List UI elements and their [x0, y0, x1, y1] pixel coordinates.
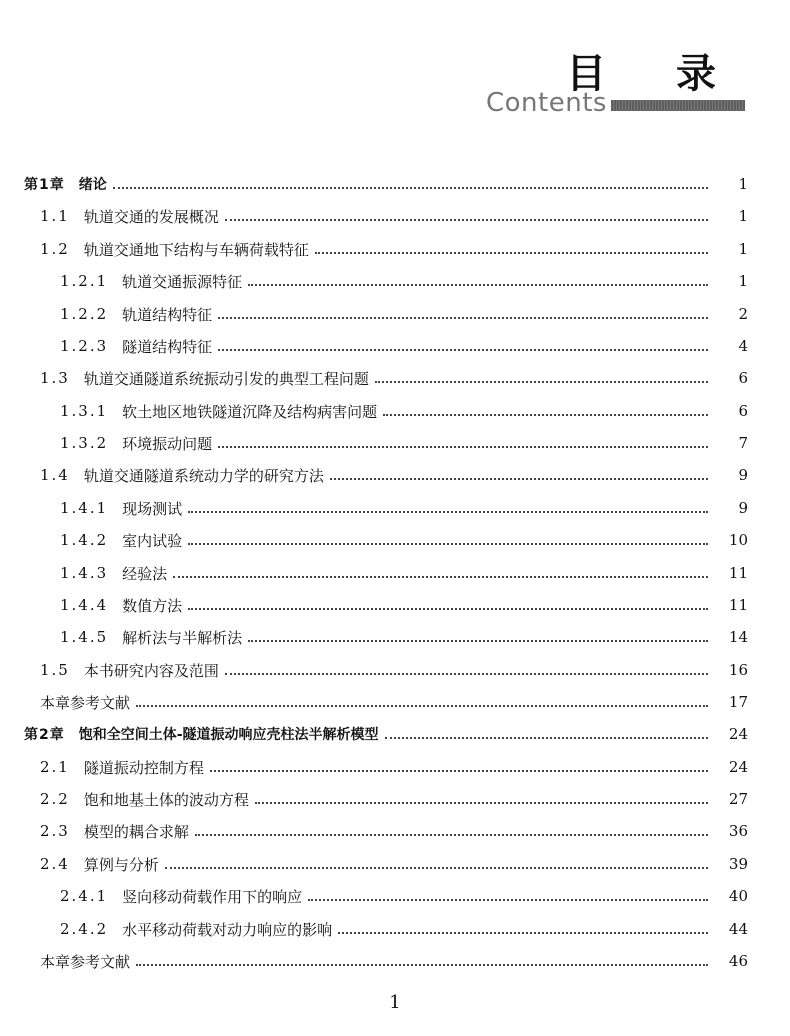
- toc-number: 1.3.2: [60, 434, 109, 452]
- toc-number: 2.4.1: [60, 887, 109, 905]
- toc-number: 1.4.4: [60, 596, 109, 614]
- toc-title: 算例与分析: [83, 855, 159, 874]
- dot-leader: [218, 446, 708, 448]
- toc-section[interactable]: [0, 200, 790, 232]
- toc-number: 1.4.3: [60, 564, 109, 582]
- toc-section[interactable]: [0, 751, 790, 783]
- toc-title: 环境振动问题: [122, 434, 213, 453]
- toc-title: 本章参考文献: [40, 693, 131, 712]
- toc-number: 第2章: [24, 727, 65, 743]
- toc-page-number: 44: [728, 920, 748, 938]
- toc-title: 轨道交通隧道系统动力学的研究方法: [83, 466, 324, 485]
- toc-page-number: 14: [728, 628, 748, 646]
- dot-leader: [225, 219, 708, 221]
- dot-leader: [375, 381, 708, 383]
- footer-page-number: 1: [389, 992, 401, 1013]
- dot-leader: [113, 187, 708, 189]
- dot-leader: [173, 576, 708, 578]
- toc-subsection[interactable]: [0, 913, 790, 945]
- dot-leader: [248, 640, 708, 642]
- toc-page-number: 4: [738, 337, 748, 355]
- toc-section[interactable]: [0, 783, 790, 815]
- toc-page-number: 11: [728, 596, 748, 614]
- toc-title: 现场测试: [122, 499, 183, 518]
- toc-subsection[interactable]: [0, 427, 790, 459]
- toc-title: 解析法与半解析法: [122, 628, 243, 647]
- dot-leader: [188, 608, 708, 610]
- dot-leader: [255, 802, 708, 804]
- toc-section[interactable]: [0, 848, 790, 880]
- toc-subsection[interactable]: [0, 298, 790, 330]
- dot-leader: [330, 478, 708, 480]
- toc-page-number: 1: [738, 240, 748, 258]
- toc-page-number: 40: [728, 887, 748, 905]
- toc-subsection[interactable]: [0, 880, 790, 912]
- toc-subsection[interactable]: [0, 492, 790, 524]
- contents-subtitle: Contents: [486, 88, 607, 118]
- dot-leader: [383, 414, 708, 416]
- dot-leader: [308, 899, 708, 901]
- dot-leader: [210, 770, 708, 772]
- toc-subsection[interactable]: [0, 524, 790, 556]
- toc-title: 轨道交通振源特征: [122, 272, 243, 291]
- toc-number: 1.3.1: [60, 402, 109, 420]
- toc-page-number: 1: [738, 272, 748, 290]
- toc-page-number: 6: [738, 402, 748, 420]
- dot-leader: [338, 932, 708, 934]
- toc-subsection[interactable]: [0, 395, 790, 427]
- toc-subsection[interactable]: [0, 621, 790, 653]
- toc-page-number: 6: [738, 369, 748, 387]
- toc-subsection[interactable]: [0, 557, 790, 589]
- dot-leader: [385, 737, 708, 739]
- toc-number: 1.4: [40, 466, 70, 484]
- toc-title: 软土地区地铁隧道沉降及结构病害问题: [122, 402, 378, 421]
- dot-leader: [188, 511, 708, 513]
- toc-number: 1.4.5: [60, 628, 109, 646]
- toc-section[interactable]: [0, 362, 790, 394]
- toc-page-number: 7: [738, 434, 748, 452]
- toc-title: 水平移动荷载对动力响应的影响: [122, 920, 333, 939]
- toc-number: 1.4.1: [60, 499, 109, 517]
- toc-page-number: 10: [728, 531, 748, 549]
- toc-chapter[interactable]: [0, 718, 790, 750]
- toc-title: 饱和全空间土体-隧道振动响应壳柱法半解析模型: [78, 727, 379, 743]
- toc-title: 轨道交通的发展概况: [83, 207, 219, 226]
- decorative-bar: [611, 100, 745, 111]
- toc-title: 经验法: [122, 564, 168, 583]
- toc-number: 1.4.2: [60, 531, 109, 549]
- toc-title: 隧道结构特征: [122, 337, 213, 356]
- toc-title: 模型的耦合求解: [83, 822, 189, 841]
- toc-page-number: 17: [728, 693, 748, 711]
- toc-title: 轨道结构特征: [122, 305, 213, 324]
- toc-title: 绪论: [78, 177, 107, 193]
- toc-page-number: 39: [728, 855, 748, 873]
- dot-leader: [165, 867, 708, 869]
- toc-number: 1.2.1: [60, 272, 109, 290]
- dot-leader: [136, 964, 708, 966]
- toc-references[interactable]: [0, 686, 790, 718]
- toc-page-number: 9: [738, 466, 748, 484]
- toc-section[interactable]: [0, 654, 790, 686]
- toc-number: 2.4: [40, 855, 70, 873]
- toc-title: 室内试验: [122, 531, 183, 550]
- toc-page-number: 27: [728, 790, 748, 808]
- toc-page-number: 16: [728, 661, 748, 679]
- toc-page-number: 24: [728, 758, 748, 776]
- dot-leader: [195, 834, 708, 836]
- toc-number: 1.2.3: [60, 337, 109, 355]
- toc-title: 竖向移动荷载作用下的响应: [122, 887, 303, 906]
- toc-subsection[interactable]: [0, 265, 790, 297]
- dot-leader: [188, 543, 708, 545]
- toc-subsection[interactable]: [0, 330, 790, 362]
- toc-page-number: 36: [728, 822, 748, 840]
- toc-number: 1.3: [40, 369, 70, 387]
- toc-number: 1.5: [40, 661, 70, 679]
- dot-leader: [218, 349, 708, 351]
- dot-leader: [136, 705, 708, 707]
- toc-page-number: 2: [738, 305, 748, 323]
- toc-number: 2.1: [40, 758, 70, 776]
- page-title: 目 录: [566, 51, 744, 97]
- toc-page-number: 1: [738, 175, 748, 193]
- toc-references[interactable]: [0, 945, 790, 977]
- toc-number: 1.1: [40, 207, 70, 225]
- toc-title: 轨道交通地下结构与车辆荷载特征: [83, 240, 309, 259]
- toc-number: 2.2: [40, 790, 70, 808]
- toc-number: 1.2: [40, 240, 70, 258]
- toc-title: 本书研究内容及范围: [83, 661, 219, 680]
- dot-leader: [218, 317, 708, 319]
- toc-subsection[interactable]: [0, 589, 790, 621]
- toc-number: 2.4.2: [60, 920, 109, 938]
- dot-leader: [315, 252, 708, 254]
- toc-section[interactable]: [0, 815, 790, 847]
- toc-page-number: 9: [738, 499, 748, 517]
- toc-title: 隧道振动控制方程: [83, 758, 204, 777]
- toc-title: 轨道交通隧道系统振动引发的典型工程问题: [83, 369, 369, 388]
- toc-page-number: 46: [728, 952, 748, 970]
- dot-leader: [225, 673, 708, 675]
- toc-number: 2.3: [40, 822, 70, 840]
- toc-title: 数值方法: [122, 596, 183, 615]
- toc-page-number: 11: [728, 564, 748, 582]
- toc-number: 1.2.2: [60, 305, 109, 323]
- toc-number: 第1章: [24, 177, 65, 193]
- toc-page-number: 1: [738, 207, 748, 225]
- toc-title: 本章参考文献: [40, 952, 131, 971]
- toc-section[interactable]: [0, 459, 790, 491]
- toc-page-number: 24: [728, 725, 748, 743]
- toc-section[interactable]: [0, 233, 790, 265]
- toc-title: 饱和地基土体的波动方程: [83, 790, 249, 809]
- toc-chapter[interactable]: [0, 168, 790, 200]
- dot-leader: [248, 284, 708, 286]
